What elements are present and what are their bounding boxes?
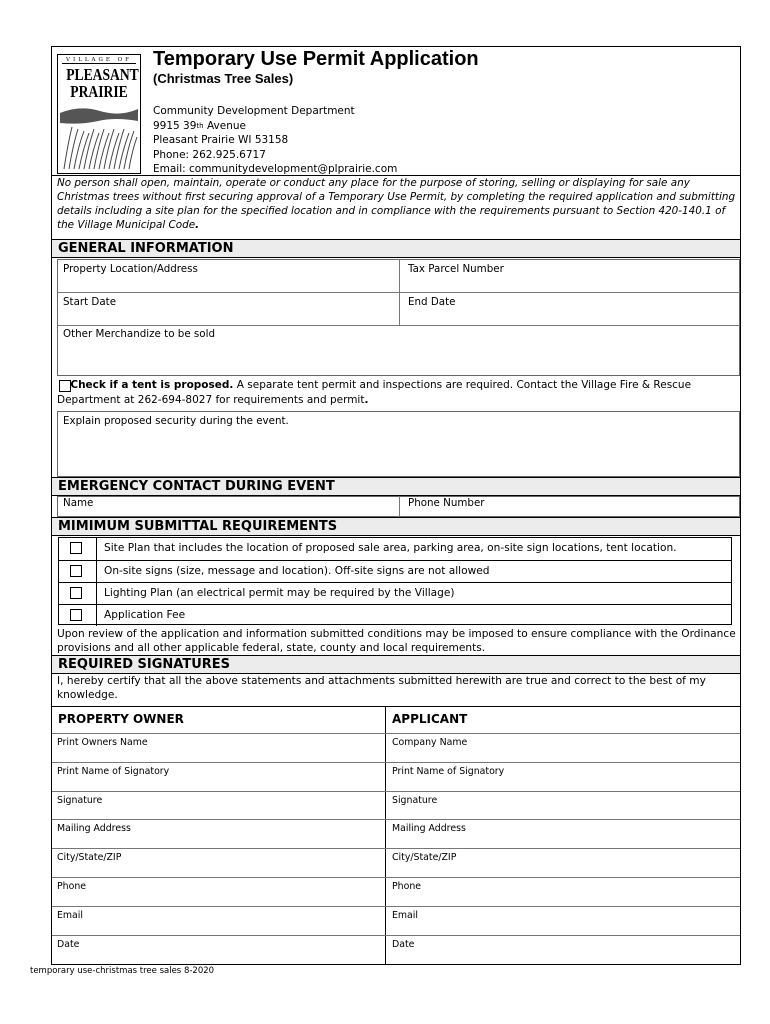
end-date-field[interactable]: End Date bbox=[408, 296, 456, 308]
intro-paragraph: No person shall open, maintain, operate or conduct any place for the purpose of storing, selling or displaying for sale any Christmas trees without first securing approval of a Temporary Use Permit, by completing the required application and submitting details including a site plan for the specified location and in compliance with the requirements pursuant to Section 420-140.1 of the Village Municipal Code. bbox=[57, 177, 736, 231]
tax-parcel-field[interactable]: Tax Parcel Number bbox=[408, 263, 504, 275]
emergency-name-field[interactable]: Name bbox=[63, 497, 94, 509]
required-signatures-heading: REQUIRED SIGNATURES bbox=[52, 655, 740, 674]
department-name: Community Development Department bbox=[153, 105, 355, 117]
logo-village-text: VILLAGE OF bbox=[66, 57, 132, 63]
applicant-field[interactable]: Signature bbox=[392, 795, 438, 806]
requirement-row: Lighting Plan (an electrical permit may be required by the Village) bbox=[59, 582, 731, 604]
page-subtitle: (Christmas Tree Sales) bbox=[153, 71, 294, 86]
lighting-plan-checkbox[interactable] bbox=[70, 587, 82, 599]
owner-field[interactable]: Date bbox=[57, 939, 80, 950]
application-fee-checkbox[interactable] bbox=[70, 609, 82, 621]
property-owner-heading: PROPERTY OWNER bbox=[58, 712, 184, 726]
applicant-field[interactable]: Mailing Address bbox=[392, 823, 466, 834]
address-line2: Pleasant Prairie WI 53158 bbox=[153, 134, 289, 146]
logo-line1: PLEASANT bbox=[66, 65, 139, 84]
address-line1: 9915 39th Avenue bbox=[153, 119, 246, 132]
footer-text: temporary use-christmas tree sales 8-2020 bbox=[30, 966, 215, 976]
emergency-contact-heading: EMERGENCY CONTACT DURING EVENT bbox=[52, 477, 740, 496]
general-information-heading: GENERAL INFORMATION bbox=[52, 239, 740, 258]
tent-notice: Check if a tent is proposed. A separate tent permit and inspections are required. Contact the Village Fire & Rescue Department at 262-694-8027 for requirements and permit. bbox=[57, 379, 692, 406]
security-field[interactable]: Explain proposed security during the event. bbox=[63, 415, 289, 427]
requirements-table bbox=[58, 537, 732, 625]
owner-field[interactable]: Mailing Address bbox=[57, 823, 131, 834]
department-contact bbox=[153, 104, 397, 177]
applicant-field[interactable]: Phone bbox=[392, 881, 422, 892]
emergency-phone-field[interactable]: Phone Number bbox=[408, 497, 485, 509]
applicant-field[interactable]: Company Name bbox=[392, 737, 468, 748]
applicant-field[interactable]: Print Name of Signatory bbox=[392, 766, 505, 777]
owner-field[interactable]: Email bbox=[57, 910, 84, 921]
other-merchandise-field[interactable]: Other Merchandize to be sold bbox=[63, 328, 215, 340]
logo-line2: PRAIRIE bbox=[70, 82, 128, 101]
village-logo bbox=[57, 54, 141, 174]
minimum-requirements-heading: MIMIMUM SUBMITTAL REQUIREMENTS bbox=[52, 517, 740, 536]
site-plan-checkbox[interactable] bbox=[70, 542, 82, 554]
requirement-row: Application Fee bbox=[59, 604, 731, 626]
owner-field[interactable]: Signature bbox=[57, 795, 103, 806]
owner-field[interactable]: City/State/ZIP bbox=[57, 852, 122, 863]
applicant-field[interactable]: Email bbox=[392, 910, 419, 921]
owner-field[interactable]: Print Owners Name bbox=[57, 737, 148, 748]
owner-field[interactable]: Phone bbox=[57, 881, 87, 892]
requirement-row: On-site signs (size, message and location). Off-site signs are not allowed bbox=[59, 560, 731, 582]
review-notice: Upon review of the application and information submitted conditions may be imposed to ensure compliance with the Ordinance provisions and all other applicable federal, state, county and local requirements. bbox=[57, 628, 736, 654]
department-email: Email: communitydevelopment@plprairie.com bbox=[153, 163, 398, 175]
page-title: Temporary Use Permit Application bbox=[153, 48, 479, 70]
certification-text: I, hereby certify that all the above statements and attachments submitted herewith are true and correct to the best of my knowledge. bbox=[57, 675, 706, 701]
prairie-grass-icon bbox=[60, 103, 138, 171]
start-date-field[interactable]: Start Date bbox=[63, 296, 117, 308]
requirement-row: Site Plan that includes the location of proposed sale area, parking area, on-site sign locations, tent location. bbox=[59, 538, 731, 560]
applicant-field[interactable]: Date bbox=[392, 939, 415, 950]
applicant-field[interactable]: City/State/ZIP bbox=[392, 852, 457, 863]
signs-checkbox[interactable] bbox=[70, 565, 82, 577]
applicant-heading: APPLICANT bbox=[392, 712, 468, 726]
department-phone: Phone: 262.925.6717 bbox=[153, 148, 266, 161]
property-location-field[interactable]: Property Location/Address bbox=[63, 263, 198, 275]
owner-field[interactable]: Print Name of Signatory bbox=[57, 766, 170, 777]
